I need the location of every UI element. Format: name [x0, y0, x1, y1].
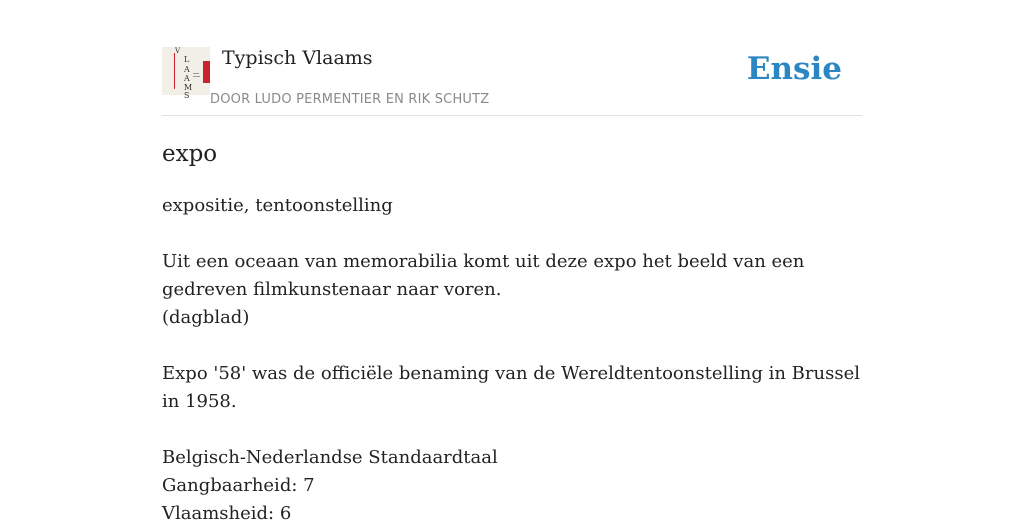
source-avatar[interactable] [162, 47, 210, 100]
entry-language: Belgisch-Nederlandse Standaardtaal [162, 447, 498, 468]
entry-flemishness: Vlaamsheid: 6 [162, 503, 292, 524]
paragraph-gap [162, 332, 862, 360]
avatar-letter: V [175, 47, 181, 55]
avatar-letter: A [184, 74, 190, 83]
paragraph-gap [162, 220, 862, 248]
entry-definition: expositie, tentoonstelling [162, 195, 393, 216]
paragraph-gap [162, 416, 862, 444]
source-header [162, 0, 862, 116]
brand-logo-link[interactable]: Ensie [746, 51, 842, 87]
source-title[interactable]: Typisch Vlaams [222, 47, 373, 69]
entry-term: expo [162, 141, 218, 167]
entry-note: Expo '58' was de officiële benaming van de Wereldtentoonstelling in Brussel in 1958. [162, 363, 860, 412]
entry-content [162, 136, 862, 528]
avatar-letter: M [184, 83, 193, 92]
avatar-letter: A [184, 65, 190, 74]
entry-commonness: Gangbaarheid: 7 [162, 475, 315, 496]
book-cover-icon [162, 47, 210, 100]
source-authors: DOOR LUDO PERMENTIER EN RIK SCHUTZ [210, 92, 490, 107]
avatar-letter: S [184, 91, 190, 100]
avatar-letter: L [184, 55, 190, 64]
entry-example-source: (dagblad) [162, 307, 250, 328]
entry-example: Uit een oceaan van memorabilia komt uit deze expo het beeld van een gedreven filmkunstenaar naar voren. [162, 251, 805, 300]
